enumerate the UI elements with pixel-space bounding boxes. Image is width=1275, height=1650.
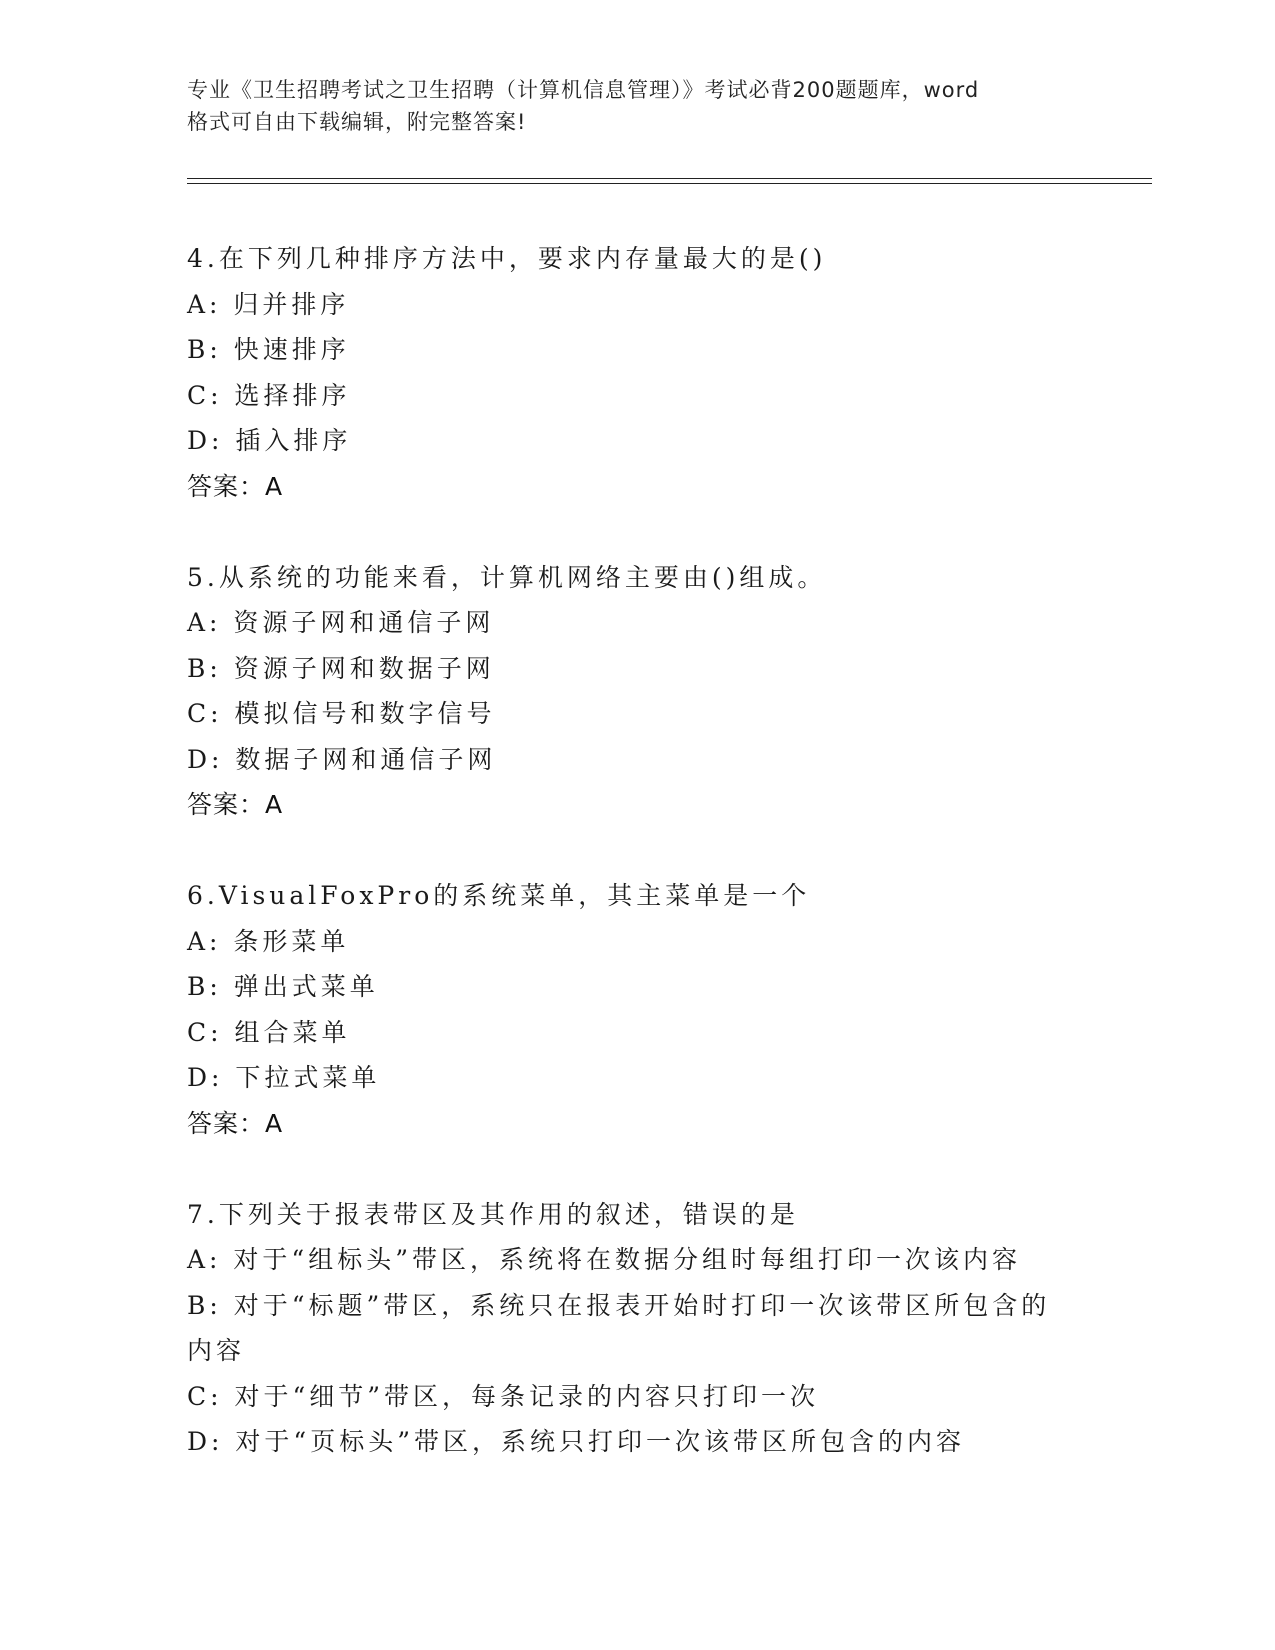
option-b: B: 对于“标题”带区，系统只在报表开始时打印一次该带区所包含的 xyxy=(187,1290,1051,1320)
option-c: C: 组合菜单 xyxy=(187,1017,351,1047)
header-line-1: 专业《卫生招聘考试之卫生招聘（计算机信息管理）》考试必背200题题库，word xyxy=(187,78,980,102)
question-title: 6.VisualFoxPro的系统菜单，其主菜单是一个 xyxy=(187,881,811,910)
question-list xyxy=(187,236,1087,1465)
option-b: B: 弹出式菜单 xyxy=(187,972,379,1001)
question-4 xyxy=(187,236,1087,509)
question-title: 7.下列关于报表带区及其作用的叙述，错误的是 xyxy=(187,1199,799,1229)
question-5 xyxy=(187,555,1087,828)
answer: 答案：A xyxy=(187,1108,284,1138)
header-divider-top xyxy=(187,178,1152,179)
option-d: D: 插入排序 xyxy=(187,426,352,455)
question-6 xyxy=(187,873,1087,1146)
option-b: B: 资源子网和数据子网 xyxy=(187,653,495,683)
option-c: C: 选择排序 xyxy=(187,380,351,410)
header-divider-bottom xyxy=(187,183,1152,184)
document-header xyxy=(187,74,1087,138)
header-line-2: 格式可自由下载编辑，附完整答案! xyxy=(187,110,527,134)
answer: 答案：A xyxy=(187,471,284,501)
option-d: D: 下拉式菜单 xyxy=(187,1063,381,1092)
question-7 xyxy=(187,1192,1087,1465)
question-title: 5.从系统的功能来看，计算机网络主要由()组成。 xyxy=(187,562,827,592)
option-b-continued: 内容 xyxy=(187,1336,246,1365)
answer: 答案：A xyxy=(187,790,284,819)
spacer xyxy=(187,1146,1087,1192)
option-c: C: 模拟信号和数字信号 xyxy=(187,699,496,728)
option-b: B: 快速排序 xyxy=(187,335,350,364)
question-title: 4.在下列几种排序方法中，要求内存量最大的是() xyxy=(187,244,827,273)
option-a: A: 归并排序 xyxy=(187,289,350,319)
option-a: A: 对于“组标头”带区，系统将在数据分组时每组打印一次该内容 xyxy=(187,1245,1021,1274)
option-a: A: 资源子网和通信子网 xyxy=(187,608,495,637)
spacer xyxy=(187,509,1087,555)
spacer xyxy=(187,828,1087,874)
option-a: A: 条形菜单 xyxy=(187,926,350,956)
option-c: C: 对于“细节”带区，每条记录的内容只打印一次 xyxy=(187,1381,820,1411)
option-d: D: 数据子网和通信子网 xyxy=(187,744,497,774)
option-d: D: 对于“页标头”带区，系统只打印一次该带区所包含的内容 xyxy=(187,1427,965,1456)
